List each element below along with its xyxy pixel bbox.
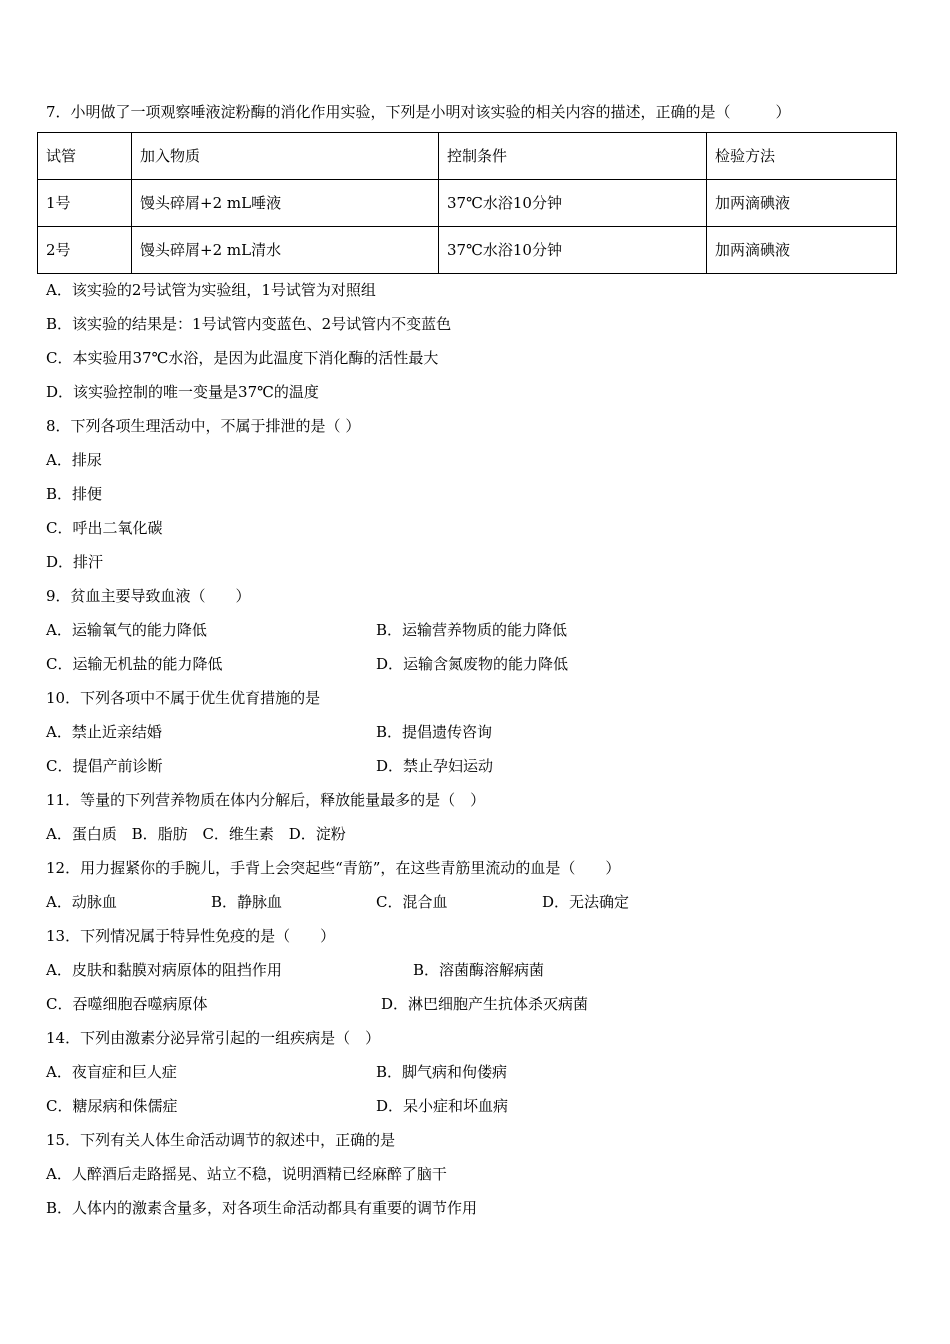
- q13-option-a: A．皮肤和黏膜对病原体的阻挡作用: [46, 961, 282, 979]
- q14-option-d: D．呆小症和坏血病: [376, 1097, 509, 1115]
- q14-option-b: B．脚气病和佝偻病: [376, 1063, 508, 1081]
- q7-option-b: B．该实验的结果是：1号试管内变蓝色、2号试管内不变蓝色: [46, 315, 452, 333]
- table-header-row: [38, 133, 897, 180]
- q11-stem: 11．等量的下列营养物质在体内分解后，释放能量最多的是（ ）: [46, 791, 486, 809]
- table-cell: 馒头碎屑+2 mL清水: [132, 227, 439, 274]
- q15-option-b: B．人体内的激素含量多，对各项生命活动都具有重要的调节作用: [46, 1199, 478, 1217]
- q15-option-a: A．人醉酒后走路摇晃、站立不稳，说明酒精已经麻醉了脑干: [46, 1165, 447, 1183]
- q10-option-b: B．提倡遗传咨询: [376, 723, 493, 741]
- table-cell: 馒头碎屑+2 mL唾液: [132, 180, 439, 227]
- table-cell: 37℃水浴10分钟: [439, 180, 707, 227]
- q10-option-d: D．禁止孕妇运动: [376, 757, 494, 775]
- q13-option-b: B．溶菌酶溶解病菌: [413, 961, 545, 979]
- q9-option-b: B．运输营养物质的能力降低: [376, 621, 568, 639]
- q10-option-a: A．禁止近亲结婚: [46, 723, 162, 741]
- q11-options: [46, 824, 356, 844]
- q12-option-c: C．混合血: [376, 893, 448, 911]
- q9-option-d: D．运输含氮废物的能力降低: [376, 655, 569, 673]
- q12-stem: 12．用力握紧你的手腕儿，手背上会突起些“青筋”，在这些青筋里流动的血是（ ）: [46, 859, 621, 877]
- q8-option-d: D．排汗: [46, 553, 104, 571]
- table-cell: 加两滴碘液: [707, 180, 897, 227]
- q7-option-a: A．该实验的2号试管为实验组，1号试管为对照组: [46, 281, 376, 299]
- q8-stem: 8．下列各项生理活动中，不属于排泄的是（ ）: [46, 417, 361, 435]
- q8-option-b: B．排便: [46, 485, 103, 503]
- table-cell: 1号: [38, 180, 132, 227]
- q12-option-b: B．静脉血: [211, 893, 283, 911]
- q7-option-d: D．该实验控制的唯一变量是37℃的温度: [46, 383, 319, 401]
- q12-option-d: D．无法确定: [542, 893, 630, 911]
- q7-option-c: C．本实验用37℃水浴，是因为此温度下消化酶的活性最大: [46, 349, 439, 367]
- q9-option-a: A．运输氧气的能力降低: [46, 621, 207, 639]
- q13-stem: 13．下列情况属于特异性免疫的是（ ）: [46, 927, 336, 945]
- q15-stem: 15．下列有关人体生命活动调节的叙述中，正确的是: [46, 1131, 396, 1149]
- q7-stem: 7．小明做了一项观察唾液淀粉酶的消化作用实验，下列是小明对该实验的相关内容的描述，正确的是（ ）: [46, 103, 791, 121]
- table-cell: 加两滴碘液: [707, 227, 897, 274]
- table-header-cell: 加入物质: [132, 133, 439, 180]
- q14-option-c: C．糖尿病和侏儒症: [46, 1097, 178, 1115]
- table-header-cell: 控制条件: [439, 133, 707, 180]
- q14-stem: 14．下列由激素分泌异常引起的一组疾病是（ ）: [46, 1029, 381, 1047]
- q11-option-d: D．淀粉: [288, 825, 346, 843]
- table-row: [38, 180, 897, 227]
- q13-option-d: D．淋巴细胞产生抗体杀灭病菌: [381, 995, 589, 1013]
- q10-stem: 10．下列各项中不属于优生优育措施的是: [46, 689, 321, 707]
- table-header-cell: 试管: [38, 133, 132, 180]
- experiment-table: [37, 132, 897, 274]
- q12-option-a: A．动脉血: [46, 893, 117, 911]
- table-header-cell: 检验方法: [707, 133, 897, 180]
- q11-option-a: A．蛋白质: [46, 825, 117, 843]
- q9-option-c: C．运输无机盐的能力降低: [46, 655, 223, 673]
- table-cell: 37℃水浴10分钟: [439, 227, 707, 274]
- q13-option-c: C．吞噬细胞吞噬病原体: [46, 995, 208, 1013]
- q8-option-c: C．呼出二氧化碳: [46, 519, 163, 537]
- q9-stem: 9．贫血主要导致血液（ ）: [46, 587, 251, 605]
- q14-option-a: A．夜盲症和巨人症: [46, 1063, 177, 1081]
- q11-option-b: B．脂肪: [131, 825, 188, 843]
- q10-option-c: C．提倡产前诊断: [46, 757, 163, 775]
- q11-option-c: C．维生素: [202, 825, 274, 843]
- table-cell: 2号: [38, 227, 132, 274]
- q8-option-a: A．排尿: [46, 451, 102, 469]
- table-row: [38, 227, 897, 274]
